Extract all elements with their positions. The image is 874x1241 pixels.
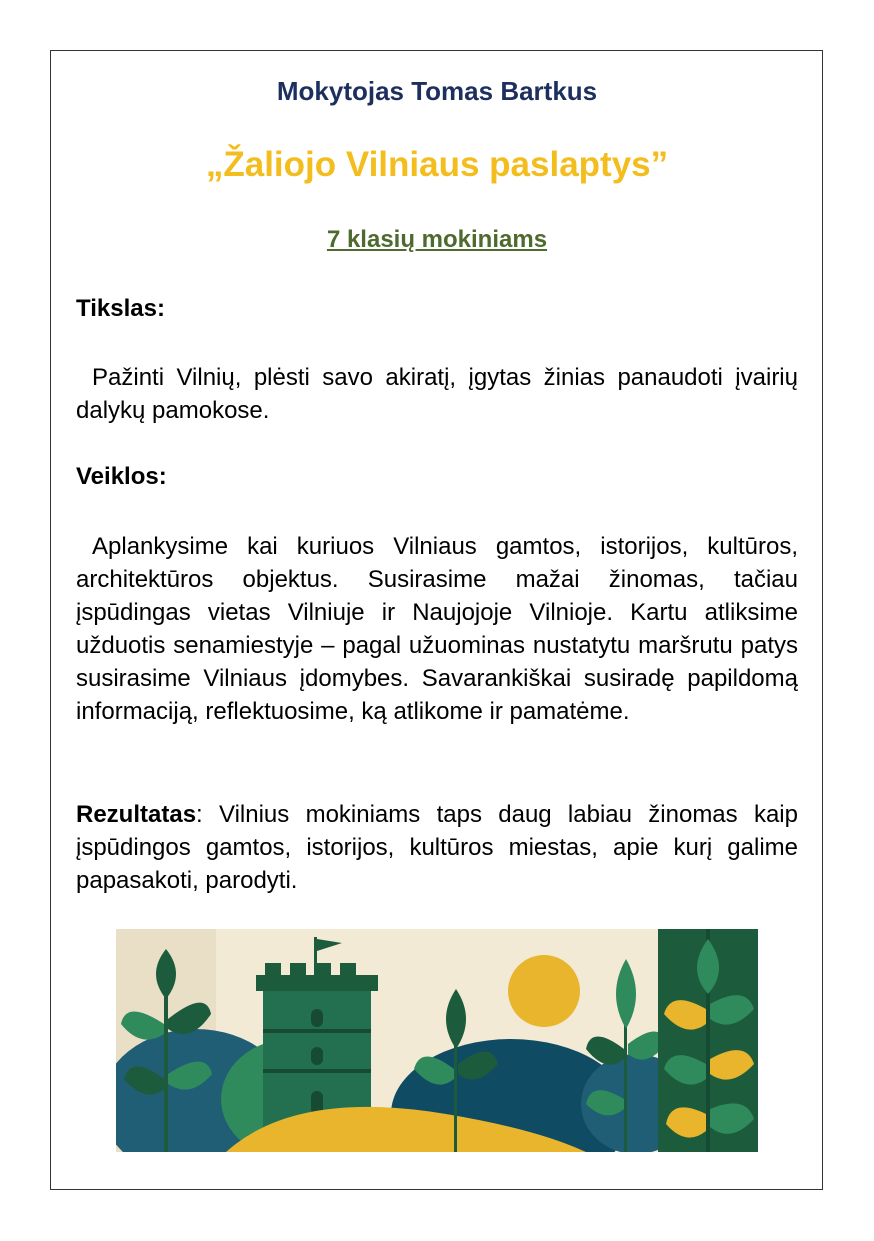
- result-heading-text: Rezultatas: [76, 801, 197, 828]
- page-title: „Žaliojo Vilniaus paslaptys”: [205, 145, 669, 184]
- vilnius-illustration: [116, 929, 758, 1152]
- result-text: : Vilnius mokiniams taps daug labiau žinomas kaip įspūdingos gamtos, istorijos, kultūros miestas, apie kurį galime papasakoti, parodyti.: [76, 801, 798, 894]
- activities-paragraph: Aplankysime kai kuriuos Vilniaus gamtos, istorijos, kultūros, architektūros objektus. Susirasime mažai žinomas, tačiau įspūdingas vietas Vilniuje ir Naujojoje Vilnioje. Kartu atliksime užduotis senamiestyje – pagal užuominas nustatytu maršrutu patys susirasime Vilniaus įdomybes. Savarankiškai susiradę papildomą informaciją, reflektuosime, ką atlikome ir pamatėme.: [76, 533, 798, 725]
- goal-paragraph: Pažinti Vilnių, plėsti savo akiratį, įgytas žinias panaudoti įvairių dalykų pamokose.: [76, 364, 798, 424]
- audience-subtitle: 7 klasių mokiniams: [326, 226, 548, 253]
- goal-heading-text: Tikslas:: [76, 295, 165, 322]
- sun-icon: [508, 955, 580, 1027]
- activities-heading: [76, 460, 798, 493]
- result-paragraph: [76, 798, 798, 897]
- illustration-svg: [116, 929, 758, 1152]
- activities-heading-text: Veiklos:: [76, 463, 167, 490]
- teacher-name: Mokytojas Tomas Bartkus: [276, 76, 598, 106]
- goal-heading: [76, 292, 798, 325]
